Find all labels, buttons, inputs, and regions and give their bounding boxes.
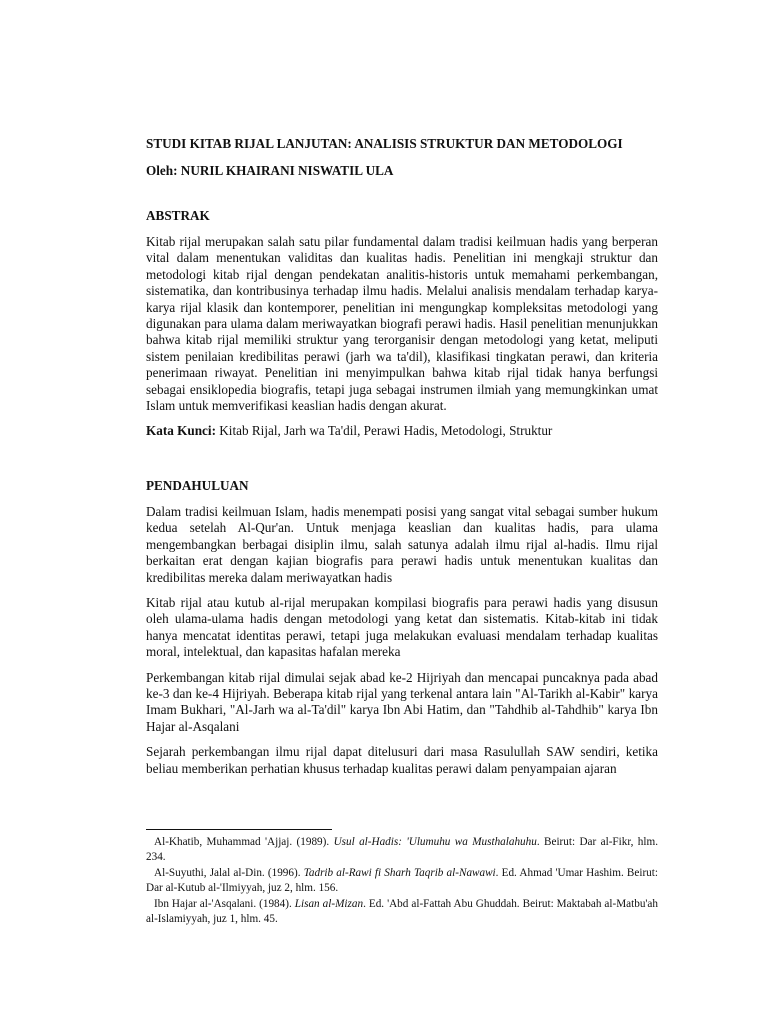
footnote-item: Ibn Hajar al-'Asqalani. (1984). Lisan al-Mizan. Ed. 'Abd al-Fattah Abu Ghuddah. Beirut: Maktabah al-Matbu'ah al-Islamiyyah, juz 1, hlm. 45. — [146, 898, 658, 925]
intro-paragraph: Sejarah perkembangan ilmu rijal dapat ditelusuri dari masa Rasulullah SAW sendiri, ketika beliau memberikan perhatian khusus terhadap kualitas perawi dalam penyampaian ajaran — [146, 744, 658, 776]
keywords-line — [146, 423, 658, 439]
intro-heading: PENDAHULUAN — [146, 477, 249, 493]
abstract-text: Kitab rijal merupakan salah satu pilar fundamental dalam tradisi keilmuan hadis yang berperan vital dalam menentukan validitas dan kualitas hadis. Penelitian ini mengkaji struktur dan metodologi kitab rijal dengan pendekatan analitis-historis untuk memahami perkembangan, sistematika, dan kontribusinya terhadap ilmu hadis. Melalui analisis mendalam terhadap karya-karya rijal klasik dan kontemporer, penelitian ini mengungkap kompleksitas metodologi yang digunakan para ulama dalam meriwayatkan biografi perawi hadis. Hasil penelitian menunjukkan bahwa kitab rijal memiliki struktur yang terorganisir dengan metodologi yang ketat, meliputi sistem penilaian kredibilitas perawi (jarh wa ta'dil), klasifikasi tingkatan perawi, dan kriteria penerimaan riwayat. Penelitian ini menyimpulkan bahwa kitab rijal tidak hanya berfungsi sebagai ensiklopedia biografis, tetapi juga sebagai instrumen ilmiah yang memungkinkan umat Islam untuk memverifikasi keaslian hadis dengan akurat. — [146, 234, 658, 414]
abstract-heading: ABSTRAK — [146, 208, 210, 223]
keywords-label: Kata Kunci: — [146, 423, 216, 439]
intro-paragraph: Perkembangan kitab rijal dimulai sejak abad ke-2 Hijriyah dan mencapai puncaknya pada abad ke-3 dan ke-4 Hijriyah. Beberapa kitab rijal yang terkenal antara lain "Al-Tarikh al-Kabir" karya Imam Bukhari, "Al-Jarh wa al-Ta'dil" karya Ibn Abi Hatim, dan "Tahdhib al-Tahdhib" karya Ibn Hajar al-Asqalani — [146, 669, 658, 734]
intro-paragraph: Dalam tradisi keilmuan Islam, hadis menempati posisi yang sangat vital sebagai sumber hukum kedua setelah Al-Qur'an. Untuk menjaga keaslian dan kualitas hadis, para ulama mengembangkan berbagai disiplin ilmu, salah satunya adalah ilmu rijal al-hadis. Ilmu rijal berkaitan erat dengan kajian biografis para perawi hadis untuk menentukan kualitas dan kredibilitas mereka dalam meriwayatkan hadis — [146, 503, 658, 585]
footnote-divider — [146, 829, 332, 830]
footnote-item: Al-Suyuthi, Jalal al-Din. (1996). Tadrib al-Rawi fi Sharh Taqrib al-Nawawi. Ed. Ahmad 'Umar Hashim. Beirut: Dar al-Kutub al-'Ilmiyyah, juz 2, hlm. 156. — [146, 867, 658, 894]
footnote-item: Al-Khatib, Muhammad 'Ajjaj. (1989). Usul al-Hadis: 'Ulumuhu wa Musthalahuhu. Beirut: Dar al-Fikr, hlm. 234. — [146, 836, 659, 863]
author-line: Oleh: NURIL KHAIRANI NISWATIL ULA — [146, 163, 394, 178]
paper-title: STUDI KITAB RIJAL LANJUTAN: ANALISIS STRUKTUR DAN METODOLOGI — [146, 136, 623, 151]
intro-paragraph: Kitab rijal atau kutub al-rijal merupakan kompilasi biografis para perawi hadis yang disusun oleh ulama-ulama hadis dengan metodologi yang ketat dan sistematis. Kitab-kitab ini tidak hanya mencatat identitas perawi, tetapi juga melakukan evaluasi mendalam terhadap kualitas moral, intelektual, dan kapasitas hafalan mereka — [146, 594, 658, 660]
document-page — [146, 135, 658, 786]
keywords-text: Kitab Rijal, Jarh wa Ta'dil, Perawi Hadis, Metodologi, Struktur — [219, 423, 553, 439]
footnotes — [146, 835, 658, 929]
